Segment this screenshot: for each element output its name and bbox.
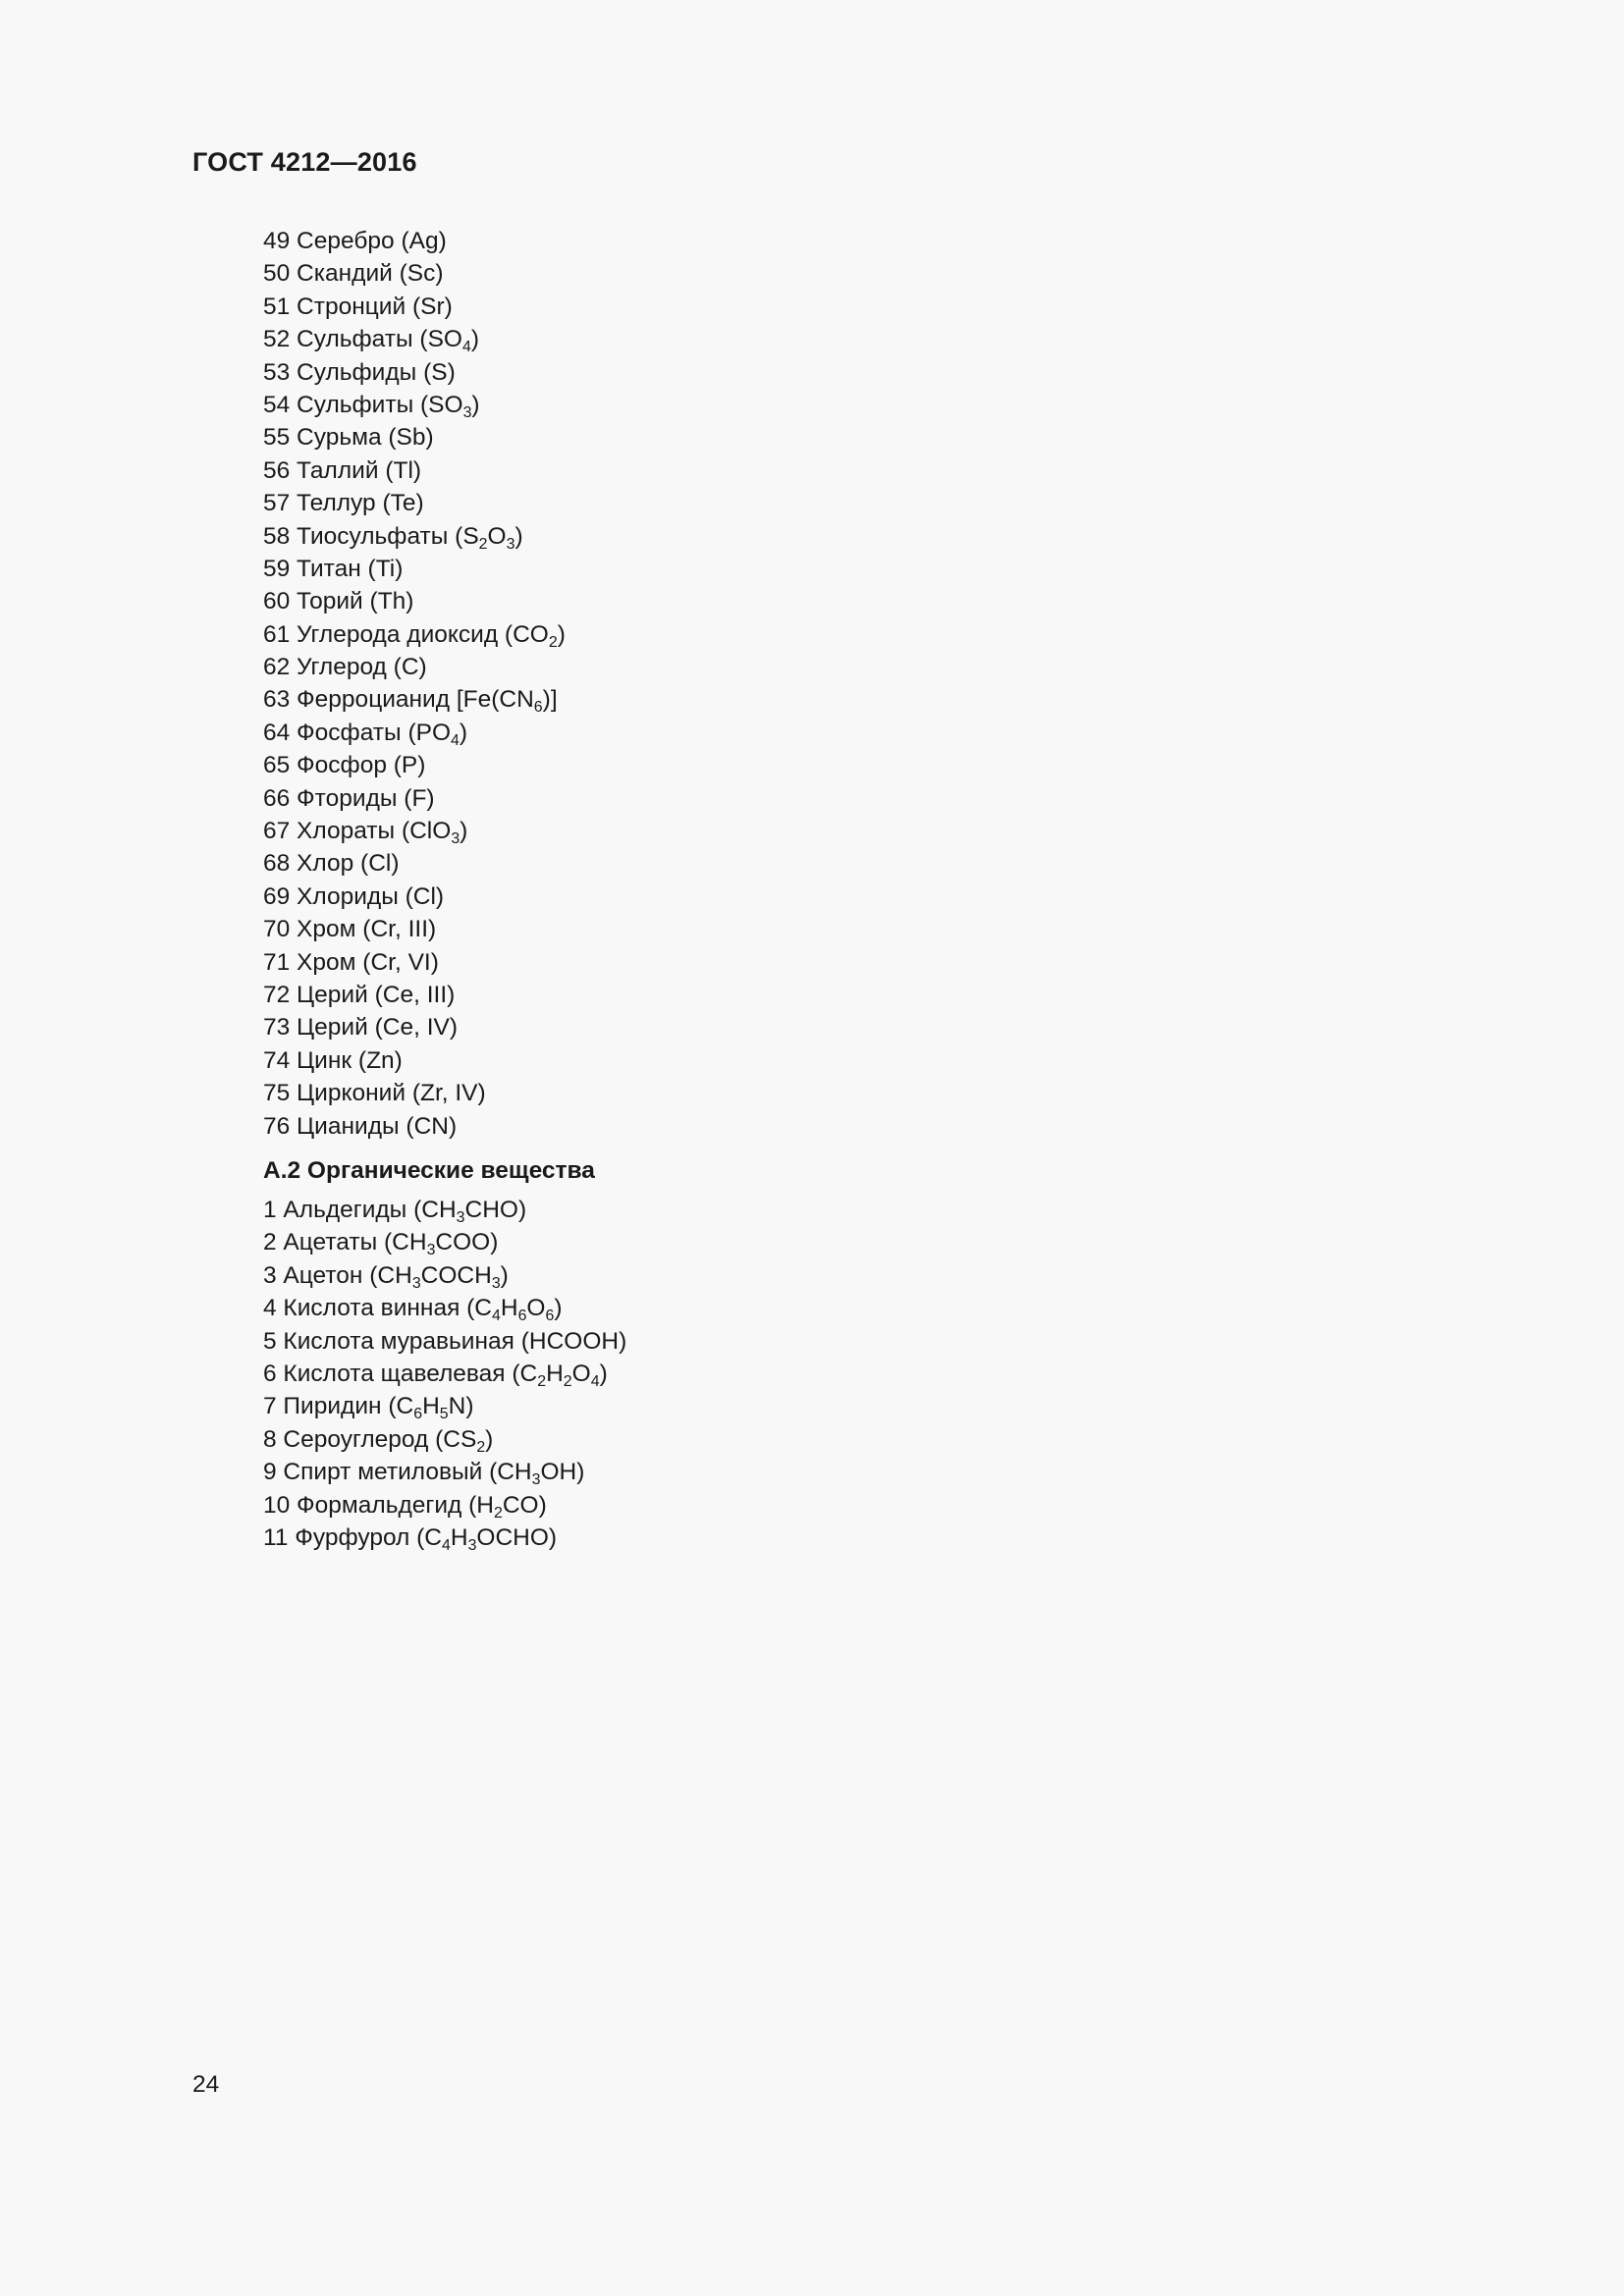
item-text: O <box>487 522 507 550</box>
item-text: 11 Фурфурол (C <box>263 1523 442 1551</box>
item-text: N) <box>448 1393 474 1420</box>
item-text: ) <box>460 818 468 845</box>
formula-subscript: 6 <box>533 699 543 717</box>
list-item <box>263 946 566 979</box>
list-item <box>263 1077 566 1109</box>
item-text: ) <box>599 1360 608 1387</box>
page-header: ГОСТ 4212—2016 <box>192 147 417 177</box>
item-text: 6 Кислота щавелевая (C <box>263 1360 538 1387</box>
list-item <box>263 1011 566 1043</box>
item-text: 74 Цинк (Zn) <box>263 1046 403 1074</box>
formula-subscript: 4 <box>442 1536 451 1554</box>
list-item <box>263 1110 566 1143</box>
list-item <box>263 1358 626 1390</box>
list-item <box>263 847 566 880</box>
item-text: 76 Цианиды (CN) <box>263 1112 458 1140</box>
item-text: 8 Сероуглерод (CS <box>263 1425 477 1453</box>
formula-subscript: 2 <box>563 1372 572 1390</box>
list-item <box>263 1489 626 1522</box>
item-text: 56 Таллий (Tl) <box>263 456 422 484</box>
list-item <box>263 454 566 487</box>
formula-subscript: 3 <box>506 535 515 553</box>
item-text: 50 Скандий (Sc) <box>263 260 444 288</box>
list-item <box>263 815 566 847</box>
item-text: 64 Фосфаты (PO <box>263 719 451 746</box>
list-item <box>263 1390 626 1422</box>
item-text: 1 Альдегиды (CH <box>263 1197 457 1223</box>
item-text: 68 Хлор (Cl) <box>263 850 400 878</box>
item-text: 52 Сульфаты (SO <box>263 326 462 353</box>
item-text: 70 Хром (Cr, III) <box>263 916 437 943</box>
item-text: CO) <box>502 1491 547 1519</box>
list-item <box>263 1044 566 1077</box>
list-item <box>263 585 566 617</box>
item-text: CHO) <box>464 1197 527 1223</box>
formula-subscript: 2 <box>476 1438 486 1456</box>
item-text: COCH <box>420 1261 492 1289</box>
item-text: 75 Цирконий (Zr, IV) <box>263 1080 486 1107</box>
item-text: 54 Сульфиты (SO <box>263 391 463 418</box>
list-item <box>263 979 566 1011</box>
item-text: 4 Кислота винная (C <box>263 1295 492 1322</box>
item-text: H <box>546 1360 564 1387</box>
section-title-organic: А.2 Органические вещества <box>263 1157 595 1184</box>
formula-subscript: 5 <box>439 1406 449 1423</box>
formula-subscript: 2 <box>478 535 488 553</box>
list-item <box>263 913 566 945</box>
item-text: 72 Церий (Ce, III) <box>263 981 456 1008</box>
item-text: H <box>500 1295 518 1322</box>
item-text: 73 Церий (Ce, IV) <box>263 1014 459 1041</box>
item-text: OCHO) <box>476 1523 558 1551</box>
item-text: ) <box>471 391 480 418</box>
item-text: 69 Хлориды (Cl) <box>263 882 445 910</box>
item-text: 5 Кислота муравьиная (HCOOH) <box>263 1327 627 1355</box>
formula-subscript: 4 <box>492 1307 501 1324</box>
item-text: ) <box>500 1261 509 1289</box>
list-item <box>263 225 566 257</box>
item-text: 57 Теллур (Te) <box>263 490 424 517</box>
list-item <box>263 782 566 815</box>
item-text: 63 Ферроцианид [Fe(CN <box>263 686 534 714</box>
formula-subscript: 6 <box>413 1406 423 1423</box>
item-text: 66 Фториды (F) <box>263 784 435 812</box>
formula-subscript: 3 <box>467 1536 477 1554</box>
item-text: 49 Серебро (Ag) <box>263 228 447 254</box>
item-text: O <box>526 1295 546 1322</box>
item-text: 2 Ацетаты (CH <box>263 1229 427 1256</box>
formula-subscript: 6 <box>517 1307 527 1324</box>
page-number: 24 <box>192 2071 220 2098</box>
item-text: H <box>450 1523 468 1551</box>
item-text: 60 Торий (Th) <box>263 588 414 615</box>
item-text: OH) <box>540 1459 585 1486</box>
list-item <box>263 1423 626 1456</box>
item-text: ) <box>554 1295 563 1322</box>
item-text: 62 Углерод (C) <box>263 654 427 681</box>
formula-subscript: 2 <box>493 1504 503 1522</box>
item-text: 67 Хлораты (ClO <box>263 818 452 845</box>
formula-subscript: 3 <box>462 403 472 421</box>
formula-subscript: 2 <box>548 633 558 651</box>
list-item <box>263 323 566 355</box>
item-text: ) <box>557 620 566 648</box>
item-text: 55 Сурьма (Sb) <box>263 424 434 452</box>
item-text: H <box>422 1393 440 1420</box>
list-item <box>263 683 566 716</box>
item-text: 65 Фосфор (P) <box>263 752 426 779</box>
item-text: ) <box>514 522 523 550</box>
item-text: 58 Тиосульфаты (S <box>263 522 479 550</box>
list-item <box>263 257 566 290</box>
item-text: 59 Титан (Ti) <box>263 555 404 582</box>
item-text: 3 Ацетон (CH <box>263 1261 412 1289</box>
list-item <box>263 487 566 519</box>
formula-subscript: 4 <box>451 731 460 749</box>
list-item <box>263 1194 626 1226</box>
list-item <box>263 389 566 421</box>
list-item <box>263 618 566 651</box>
formula-subscript: 3 <box>426 1242 436 1259</box>
item-text: 7 Пиридин (C <box>263 1393 414 1420</box>
item-text: ) <box>485 1425 494 1453</box>
list-item <box>263 520 566 553</box>
list-item <box>263 881 566 913</box>
list-item <box>263 1456 626 1488</box>
item-text: 53 Сульфиды (S) <box>263 358 456 386</box>
formula-subscript: 3 <box>456 1208 465 1226</box>
formula-subscript: 3 <box>491 1274 501 1292</box>
list-item <box>263 553 566 585</box>
item-text: COO) <box>435 1229 499 1256</box>
item-text: 71 Хром (Cr, VI) <box>263 948 439 976</box>
formula-subscript: 4 <box>590 1372 600 1390</box>
list-item <box>263 1522 626 1554</box>
list-item <box>263 291 566 323</box>
item-text: 51 Стронций (Sr) <box>263 293 453 320</box>
formula-subscript: 3 <box>411 1274 421 1292</box>
list-item <box>263 356 566 389</box>
list-item <box>263 1292 626 1324</box>
list-item <box>263 421 566 454</box>
formula-subscript: 4 <box>461 338 471 355</box>
item-text: 61 Углерода диоксид (CO <box>263 620 549 648</box>
item-text: ) <box>470 326 479 353</box>
list-item <box>263 1325 626 1358</box>
inorganic-substances-list <box>263 225 566 1143</box>
list-item <box>263 749 566 781</box>
formula-subscript: 3 <box>451 829 460 847</box>
list-item <box>263 717 566 749</box>
formula-subscript: 2 <box>537 1372 547 1390</box>
item-text: O <box>571 1360 591 1387</box>
item-text: 10 Формальдегид (H <box>263 1491 494 1519</box>
item-text: 9 Спирт метиловый (CH <box>263 1459 532 1486</box>
list-item <box>263 651 566 683</box>
list-item <box>263 1226 626 1258</box>
item-text: ) <box>459 719 468 746</box>
list-item <box>263 1259 626 1292</box>
organic-substances-list <box>263 1194 626 1554</box>
formula-subscript: 6 <box>545 1307 555 1324</box>
formula-subscript: 3 <box>531 1470 541 1488</box>
item-text: )] <box>542 686 558 714</box>
